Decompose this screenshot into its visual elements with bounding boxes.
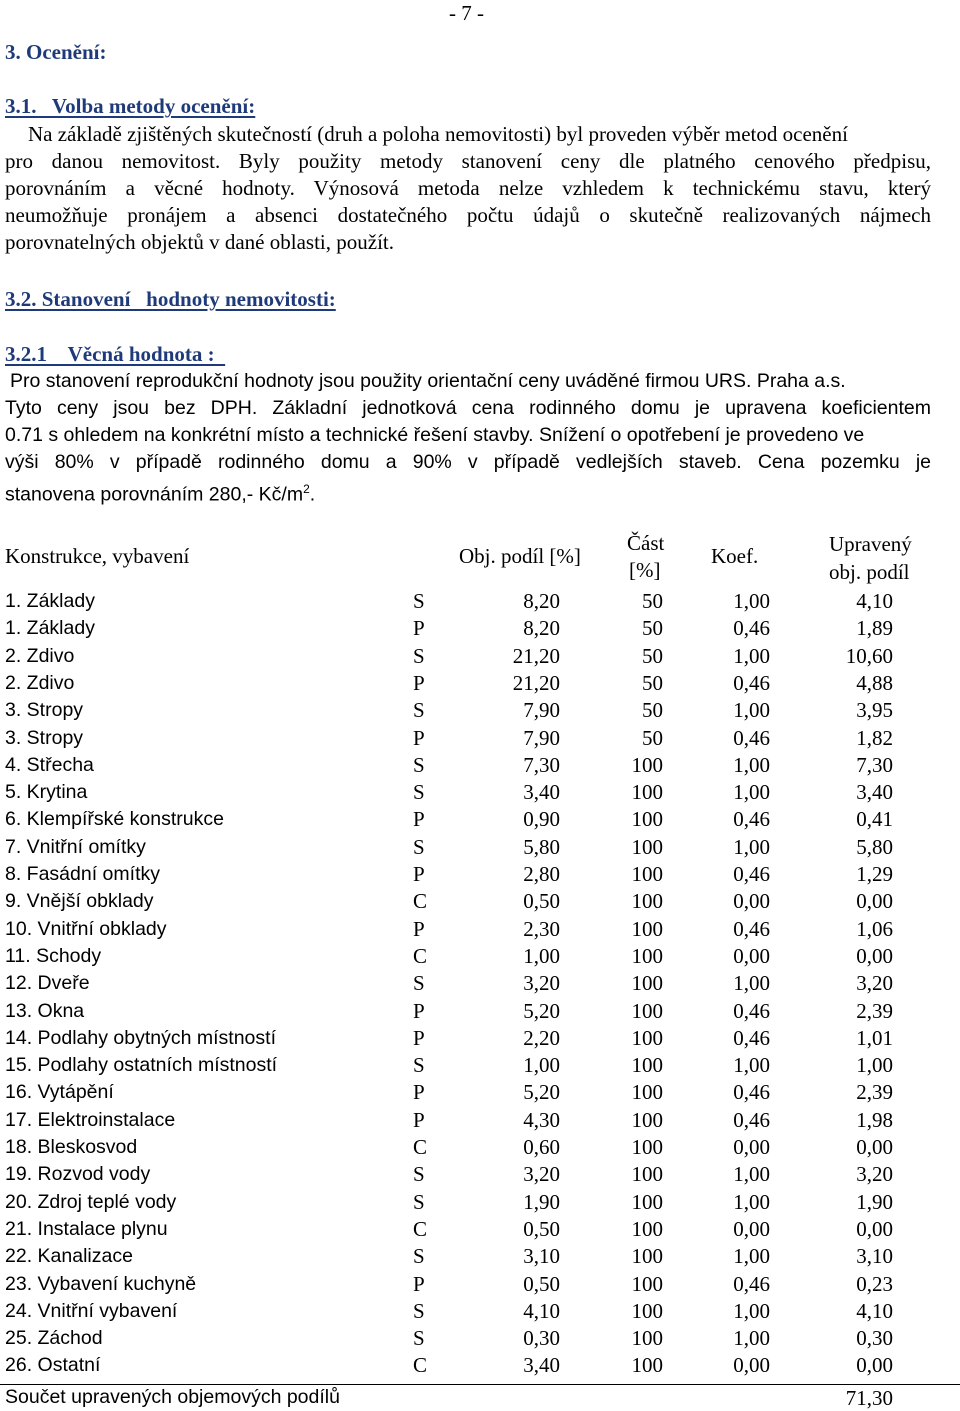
row-obj-share: 2,30 (523, 916, 560, 941)
row-part: 100 (631, 1162, 663, 1187)
row-name: 1. Základy (5, 590, 95, 612)
row-coef: 0,46 (733, 916, 770, 941)
table-row (0, 1325, 960, 1352)
row-adjusted: 4,10 (856, 1298, 893, 1323)
row-symbol: P (413, 1080, 425, 1105)
row-coef: 1,00 (733, 1189, 770, 1214)
header-adjusted-bottom: obj. podíl (829, 560, 910, 584)
paragraph-line: porovnatelných objektů v dané oblasti, použít. (5, 230, 394, 254)
table-row (0, 1161, 960, 1188)
row-coef: 0,00 (733, 1135, 770, 1159)
row-symbol: P (413, 1271, 425, 1296)
table-row (0, 1243, 960, 1270)
row-coef: 1,00 (733, 698, 770, 723)
row-adjusted: 0,00 (856, 1216, 893, 1241)
row-obj-share: 0,50 (523, 889, 560, 914)
row-symbol: S (413, 1189, 425, 1214)
row-obj-share: 0,30 (523, 1326, 560, 1351)
row-obj-share: 7,90 (523, 725, 560, 750)
row-part: 100 (631, 971, 663, 996)
row-symbol: S (413, 971, 425, 996)
row-symbol: P (413, 616, 425, 641)
section-3-2-heading: 3.2. Stanovení hodnoty nemovitosti: (5, 287, 336, 311)
row-part: 50 (642, 643, 663, 668)
row-adjusted: 1,00 (856, 1053, 893, 1078)
row-symbol: P (413, 1025, 425, 1050)
paragraph-line: výši 80% v případě rodinného domu a 90% v případě vedlejších staveb. Cena pozemku je (5, 451, 931, 473)
row-symbol: S (413, 1298, 425, 1323)
row-part: 100 (631, 1298, 663, 1323)
table-row (0, 1134, 960, 1161)
row-adjusted: 3,20 (856, 1162, 893, 1187)
table-row (0, 970, 960, 997)
table-row (0, 1079, 960, 1106)
row-name: 1. Základy (5, 617, 95, 640)
row-adjusted: 4,10 (856, 589, 893, 613)
row-name: 22. Kanalizace (5, 1245, 133, 1268)
row-part: 100 (631, 1216, 663, 1241)
row-part: 50 (642, 616, 663, 641)
row-adjusted: 0,41 (856, 807, 893, 832)
table-row (0, 697, 960, 724)
row-coef: 0,46 (733, 1107, 770, 1132)
row-symbol: P (413, 998, 425, 1023)
row-name: 23. Vybavení kuchyně (5, 1272, 197, 1295)
row-adjusted: 0,23 (856, 1271, 893, 1296)
row-part: 100 (631, 1107, 663, 1132)
row-symbol: S (413, 1162, 425, 1187)
row-name: 20. Zdroj teplé vody (5, 1190, 177, 1213)
row-symbol: P (413, 916, 425, 941)
header-construction: Konstrukce, vybavení (5, 544, 190, 568)
row-coef: 0,46 (733, 862, 770, 886)
row-symbol: P (413, 862, 425, 886)
row-symbol: S (413, 1244, 425, 1269)
row-coef: 1,00 (733, 643, 770, 668)
row-name: 8. Fasádní omítky (5, 863, 160, 885)
table-row (0, 806, 960, 833)
row-symbol: S (413, 1326, 425, 1351)
row-obj-share: 21,20 (512, 670, 560, 695)
row-symbol: S (413, 1053, 425, 1078)
row-adjusted: 1,98 (856, 1107, 893, 1132)
row-part: 100 (631, 780, 663, 805)
table-row (0, 1107, 960, 1134)
row-obj-share: 8,20 (523, 589, 560, 613)
row-adjusted: 2,39 (856, 998, 893, 1023)
table-row (0, 779, 960, 806)
row-coef: 1,00 (733, 589, 770, 613)
table-row (0, 615, 960, 642)
section-3-2-1-heading: 3.2.1 Věcná hodnota : (5, 342, 226, 366)
row-obj-share: 3,20 (523, 971, 560, 996)
row-coef: 0,46 (733, 807, 770, 832)
paragraph-end: . (309, 483, 316, 506)
row-adjusted: 1,89 (856, 616, 893, 641)
row-obj-share: 3,10 (523, 1244, 560, 1269)
row-name: 2. Zdivo (5, 671, 75, 694)
row-name: 4. Střecha (5, 753, 94, 776)
row-obj-share: 7,30 (523, 752, 560, 777)
table-row (0, 1216, 960, 1243)
row-name: 6. Klempířské konstrukce (5, 808, 224, 831)
row-adjusted: 1,90 (856, 1189, 893, 1214)
paragraph-line (5, 475, 316, 506)
row-name: 18. Bleskosvod (5, 1136, 138, 1158)
page-number: - 7 - (449, 1, 484, 25)
row-coef: 1,00 (733, 752, 770, 777)
row-part: 100 (631, 1053, 663, 1078)
row-adjusted: 3,40 (856, 780, 893, 805)
row-obj-share: 1,90 (523, 1189, 560, 1214)
row-part: 100 (631, 943, 663, 968)
row-part: 100 (631, 807, 663, 832)
row-coef: 1,00 (733, 834, 770, 859)
row-adjusted: 0,00 (856, 1135, 893, 1159)
superscript: 2 (303, 482, 310, 496)
total-value: 71,30 (845, 1386, 893, 1410)
row-name: 3. Stropy (5, 726, 84, 749)
row-adjusted: 10,60 (845, 643, 893, 668)
section-3-heading: 3. Ocenění: (5, 40, 107, 64)
row-coef: 0,46 (733, 1080, 770, 1105)
header-part-bottom: [%] (629, 558, 661, 582)
table-row (0, 752, 960, 779)
table-row (0, 1352, 960, 1379)
table-row (0, 588, 960, 615)
row-symbol: S (413, 752, 425, 777)
row-name: 19. Rozvod vody (5, 1163, 151, 1186)
row-name: 14. Podlahy obytných místností (5, 1026, 276, 1049)
paragraph-line: neumožňuje pronájem a absenci dostatečného počtu údajů o skutečně realizovaných nájmech (5, 203, 931, 227)
row-name: 15. Podlahy ostatních místností (5, 1054, 278, 1077)
row-part: 100 (631, 998, 663, 1023)
row-adjusted: 0,00 (856, 943, 893, 968)
row-name: 5. Krytina (5, 781, 88, 804)
row-adjusted: 0,00 (856, 889, 893, 914)
total-label: Součet upravených objemových podílů (5, 1386, 340, 1408)
row-part: 100 (631, 1025, 663, 1050)
row-name: 7. Vnitřní omítky (5, 835, 146, 858)
table-row (0, 1025, 960, 1052)
table-row (0, 643, 960, 670)
row-coef: 1,00 (733, 1298, 770, 1323)
row-obj-share: 0,60 (523, 1135, 560, 1159)
row-name: 25. Záchod (5, 1327, 103, 1350)
row-symbol: P (413, 807, 425, 832)
row-obj-share: 1,00 (523, 943, 560, 968)
row-adjusted: 3,20 (856, 971, 893, 996)
row-coef: 0,46 (733, 725, 770, 750)
row-coef: 0,00 (733, 1216, 770, 1241)
table-row (0, 943, 960, 970)
row-name: 9. Vnější obklady (5, 890, 154, 913)
row-symbol: C (413, 1135, 428, 1159)
row-part: 50 (642, 589, 663, 613)
row-name: 11. Schody (5, 944, 102, 967)
row-part: 100 (631, 1244, 663, 1269)
table-row (0, 888, 960, 915)
row-part: 50 (642, 725, 663, 750)
row-name: 2. Zdivo (5, 644, 75, 667)
row-obj-share: 0,90 (523, 807, 560, 832)
row-adjusted: 5,80 (856, 834, 893, 859)
row-symbol: S (413, 589, 425, 613)
table-row (0, 1271, 960, 1298)
row-coef: 0,46 (733, 1025, 770, 1050)
row-obj-share: 1,00 (523, 1053, 560, 1078)
row-name: 12. Dveře (5, 972, 90, 995)
paragraph-text: stanovena porovnáním 280,- Kč/m (5, 483, 304, 506)
row-coef: 1,00 (733, 780, 770, 805)
row-obj-share: 2,80 (523, 862, 560, 886)
row-obj-share: 21,20 (512, 643, 560, 668)
paragraph-line: Pro stanovení reprodukční hodnoty jsou použity orientační ceny uváděné firmou URS. Praha a.s. (10, 370, 846, 392)
paragraph-line: Tyto ceny jsou bez DPH. Základní jednotková cena rodinného domu je upravena koeficientem (5, 397, 931, 419)
row-obj-share: 3,40 (523, 780, 560, 805)
section-3-1-heading: 3.1. Volba metody ocenění: (5, 94, 256, 118)
row-symbol: S (413, 834, 425, 859)
row-obj-share: 4,10 (523, 1298, 560, 1323)
row-name: 24. Vnitřní vybavení (5, 1299, 178, 1322)
header-adjusted-top: Upravený (829, 532, 912, 556)
row-coef: 0,46 (733, 998, 770, 1023)
row-adjusted: 1,82 (856, 725, 893, 750)
row-symbol: C (413, 889, 428, 914)
row-name: 17. Elektroinstalace (5, 1108, 176, 1131)
row-obj-share: 8,20 (523, 616, 560, 641)
row-part: 100 (631, 862, 663, 886)
paragraph-line: pro danou nemovitost. Byly použity metody stanovení ceny dle platného cenového předpisu, (5, 149, 931, 173)
row-part: 100 (631, 1080, 663, 1105)
table-row (0, 861, 960, 888)
total-divider (0, 1384, 960, 1385)
row-obj-share: 5,80 (523, 834, 560, 859)
row-adjusted: 3,10 (856, 1244, 893, 1269)
row-adjusted: 1,01 (856, 1025, 893, 1050)
row-coef: 1,00 (733, 971, 770, 996)
row-obj-share: 7,90 (523, 698, 560, 723)
table-row (0, 1052, 960, 1079)
row-coef: 0,00 (733, 1353, 770, 1378)
row-adjusted: 4,88 (856, 670, 893, 695)
row-adjusted: 0,00 (856, 1353, 893, 1378)
header-coef: Koef. (711, 544, 759, 568)
row-part: 100 (631, 752, 663, 777)
row-name: 16. Vytápění (5, 1081, 114, 1104)
paragraph-line: 0.71 s ohledem na konkrétní místo a technické řešení stavby. Snížení o opotřebení je provedeno ve (5, 424, 865, 446)
table-row (0, 998, 960, 1025)
row-part: 100 (631, 834, 663, 859)
row-symbol: C (413, 1353, 428, 1378)
row-name: 3. Stropy (5, 699, 84, 722)
row-name: 26. Ostatní (5, 1354, 101, 1377)
row-coef: 0,46 (733, 616, 770, 641)
row-obj-share: 0,50 (523, 1271, 560, 1296)
row-adjusted: 3,95 (856, 698, 893, 723)
row-name: 21. Instalace plynu (5, 1217, 168, 1240)
row-coef: 1,00 (733, 1244, 770, 1269)
row-adjusted: 1,29 (856, 862, 893, 886)
row-obj-share: 2,20 (523, 1025, 560, 1050)
row-obj-share: 5,20 (523, 1080, 560, 1105)
row-part: 100 (631, 1353, 663, 1378)
row-name: 13. Okna (5, 999, 85, 1022)
row-part: 50 (642, 670, 663, 695)
paragraph-line: Na základě zjištěných skutečností (druh a poloha nemovitosti) byl proveden výběr metod ocenění (28, 122, 848, 146)
table-row (0, 916, 960, 943)
table-row (0, 1298, 960, 1325)
row-symbol: C (413, 1216, 428, 1241)
paragraph-line: porovnáním a věcné hodnoty. Výnosová metoda nelze vzhledem k technickému stavu, který (5, 176, 931, 200)
row-symbol: S (413, 698, 425, 723)
row-obj-share: 0,50 (523, 1216, 560, 1241)
table-row (0, 834, 960, 861)
row-symbol: P (413, 670, 425, 695)
row-adjusted: 2,39 (856, 1080, 893, 1105)
row-adjusted: 0,30 (856, 1326, 893, 1351)
header-obj-share: Obj. podíl [%] (459, 544, 581, 568)
row-adjusted: 1,06 (856, 916, 893, 941)
row-part: 100 (631, 889, 663, 914)
row-symbol: S (413, 643, 425, 668)
row-coef: 0,46 (733, 1271, 770, 1296)
row-coef: 1,00 (733, 1326, 770, 1351)
row-coef: 0,46 (733, 670, 770, 695)
row-part: 100 (631, 1135, 663, 1159)
row-part: 100 (631, 916, 663, 941)
table-row (0, 1189, 960, 1216)
row-obj-share: 4,30 (523, 1107, 560, 1132)
table-row (0, 670, 960, 697)
row-coef: 0,00 (733, 943, 770, 968)
row-symbol: P (413, 1107, 425, 1132)
table-row (0, 725, 960, 752)
row-symbol: P (413, 725, 425, 750)
row-obj-share: 3,20 (523, 1162, 560, 1187)
row-part: 100 (631, 1326, 663, 1351)
row-coef: 0,00 (733, 889, 770, 914)
row-obj-share: 5,20 (523, 998, 560, 1023)
row-symbol: C (413, 943, 428, 968)
row-part: 50 (642, 698, 663, 723)
row-coef: 1,00 (733, 1162, 770, 1187)
row-part: 100 (631, 1189, 663, 1214)
header-part-top: Část (627, 531, 665, 555)
row-coef: 1,00 (733, 1053, 770, 1078)
row-adjusted: 7,30 (856, 752, 893, 777)
row-symbol: S (413, 780, 425, 805)
row-part: 100 (631, 1271, 663, 1296)
row-obj-share: 3,40 (523, 1353, 560, 1378)
row-name: 10. Vnitřní obklady (5, 917, 167, 940)
